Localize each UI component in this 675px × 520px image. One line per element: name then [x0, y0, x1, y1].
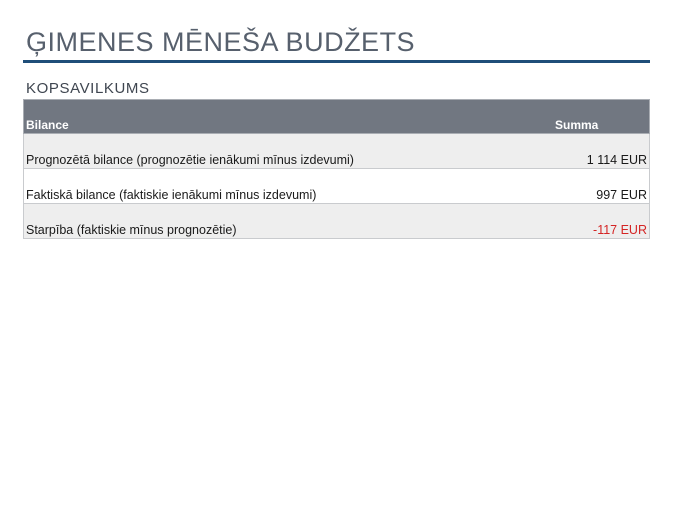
table-row[interactable] [23, 204, 650, 239]
table-row[interactable] [23, 169, 650, 204]
table-header-row [23, 99, 650, 134]
column-header-amount[interactable]: Summa [555, 118, 599, 132]
section-heading: KOPSAVILKUMS [26, 80, 150, 97]
table-row[interactable] [23, 134, 650, 169]
row-label: Starpība (faktiskie mīnus prognozētie) [26, 222, 237, 237]
summary-table [23, 99, 650, 239]
column-header-balance[interactable]: Bilance [26, 118, 69, 132]
page-title: ĢIMENES MĒNEŠA BUDŽETS [26, 27, 416, 57]
row-value: 1 114 EUR [586, 152, 647, 167]
title-underline [23, 60, 650, 63]
row-value-negative: -117 EUR [593, 222, 647, 237]
row-label: Faktiskā bilance (faktiskie ienākumi mīnus izdevumi) [26, 187, 317, 202]
row-label: Prognozētā bilance (prognozētie ienākumi mīnus izdevumi) [26, 152, 354, 167]
row-value: 997 EUR [596, 187, 647, 202]
